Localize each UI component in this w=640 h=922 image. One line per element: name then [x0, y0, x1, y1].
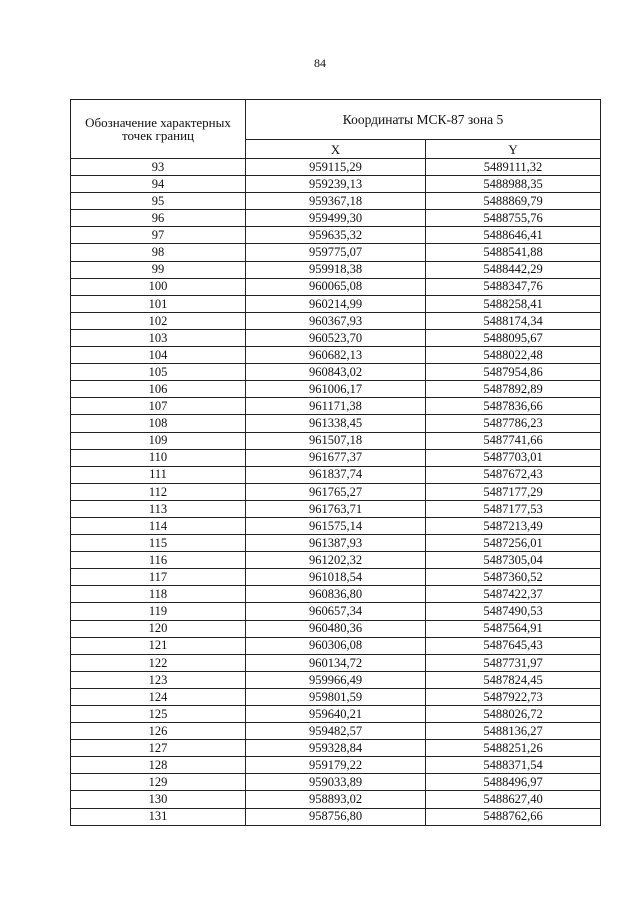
y-coordinate-cell: 5488095,67 [426, 329, 601, 346]
point-cell: 101 [71, 295, 246, 312]
table-row [71, 176, 601, 193]
table-row [71, 517, 601, 534]
table-row [71, 774, 601, 791]
coordinates-header: Координаты МСК-87 зона 5 [246, 100, 601, 140]
x-coordinate-cell: 960134,72 [246, 654, 426, 671]
y-coordinate-cell: 5487892,89 [426, 381, 601, 398]
point-cell: 93 [71, 159, 246, 176]
table-row [71, 210, 601, 227]
x-coordinate-cell: 959635,32 [246, 227, 426, 244]
point-cell: 111 [71, 466, 246, 483]
x-coordinate-cell: 960836,80 [246, 586, 426, 603]
table-row [71, 347, 601, 364]
x-coordinate-cell: 960682,13 [246, 347, 426, 364]
table-row [71, 535, 601, 552]
point-cell: 96 [71, 210, 246, 227]
table-row [71, 466, 601, 483]
point-cell: 95 [71, 193, 246, 210]
y-coordinate-cell: 5487490,53 [426, 603, 601, 620]
table-row [71, 688, 601, 705]
y-coordinate-cell: 5488755,76 [426, 210, 601, 227]
point-cell: 114 [71, 517, 246, 534]
x-coordinate-cell: 961575,14 [246, 517, 426, 534]
table-row [71, 381, 601, 398]
y-coordinate-cell: 5487564,91 [426, 620, 601, 637]
point-cell: 98 [71, 244, 246, 261]
table-row [71, 261, 601, 278]
table-row [71, 637, 601, 654]
table-row [71, 449, 601, 466]
x-coordinate-cell: 959328,84 [246, 740, 426, 757]
y-coordinate-cell: 5488988,35 [426, 176, 601, 193]
y-coordinate-cell: 5487213,49 [426, 517, 601, 534]
table-row [71, 723, 601, 740]
point-cell: 131 [71, 808, 246, 825]
x-coordinate-cell: 961765,27 [246, 483, 426, 500]
y-coordinate-cell: 5488646,41 [426, 227, 601, 244]
x-coordinate-cell: 960523,70 [246, 329, 426, 346]
y-coordinate-cell: 5488258,41 [426, 295, 601, 312]
table-row [71, 364, 601, 381]
table-row [71, 706, 601, 723]
table-row [71, 671, 601, 688]
table-row [71, 569, 601, 586]
x-coordinate-cell: 960065,08 [246, 278, 426, 295]
table-row [71, 295, 601, 312]
x-coordinate-cell: 961202,32 [246, 552, 426, 569]
point-cell: 99 [71, 261, 246, 278]
point-cell: 113 [71, 500, 246, 517]
point-cell: 118 [71, 586, 246, 603]
y-coordinate-cell: 5487177,53 [426, 500, 601, 517]
y-coordinate-cell: 5488541,88 [426, 244, 601, 261]
table-row [71, 227, 601, 244]
x-coordinate-cell: 961387,93 [246, 535, 426, 552]
x-coordinate-cell: 959918,38 [246, 261, 426, 278]
coordinates-table [70, 99, 601, 826]
point-cell: 100 [71, 278, 246, 295]
y-coordinate-cell: 5488026,72 [426, 706, 601, 723]
point-cell: 106 [71, 381, 246, 398]
x-coordinate-cell: 959640,21 [246, 706, 426, 723]
y-coordinate-cell: 5487824,45 [426, 671, 601, 688]
y-column-header: Y [426, 140, 601, 159]
x-coordinate-cell: 959033,89 [246, 774, 426, 791]
x-coordinate-cell: 961338,45 [246, 415, 426, 432]
y-coordinate-cell: 5488627,40 [426, 791, 601, 808]
point-cell: 103 [71, 329, 246, 346]
point-cell: 121 [71, 637, 246, 654]
point-cell: 102 [71, 312, 246, 329]
x-coordinate-cell: 959966,49 [246, 671, 426, 688]
y-coordinate-cell: 5487256,01 [426, 535, 601, 552]
point-cell: 110 [71, 449, 246, 466]
x-coordinate-cell: 961006,17 [246, 381, 426, 398]
point-cell: 123 [71, 671, 246, 688]
point-cell: 127 [71, 740, 246, 757]
x-coordinate-cell: 960657,34 [246, 603, 426, 620]
y-coordinate-cell: 5488496,97 [426, 774, 601, 791]
x-coordinate-cell: 959499,30 [246, 210, 426, 227]
point-cell: 129 [71, 774, 246, 791]
table-row [71, 432, 601, 449]
point-cell: 124 [71, 688, 246, 705]
x-coordinate-cell: 959239,13 [246, 176, 426, 193]
table-row [71, 415, 601, 432]
table-row [71, 552, 601, 569]
x-coordinate-cell: 959115,29 [246, 159, 426, 176]
table-row [71, 329, 601, 346]
x-coordinate-cell: 959367,18 [246, 193, 426, 210]
y-coordinate-cell: 5487360,52 [426, 569, 601, 586]
x-coordinate-cell: 961677,37 [246, 449, 426, 466]
x-coordinate-cell: 960843,02 [246, 364, 426, 381]
point-cell: 108 [71, 415, 246, 432]
x-coordinate-cell: 960214,99 [246, 295, 426, 312]
y-coordinate-cell: 5488136,27 [426, 723, 601, 740]
y-coordinate-cell: 5488762,66 [426, 808, 601, 825]
point-cell: 94 [71, 176, 246, 193]
y-coordinate-cell: 5487645,43 [426, 637, 601, 654]
y-coordinate-cell: 5487305,04 [426, 552, 601, 569]
y-coordinate-cell: 5488869,79 [426, 193, 601, 210]
y-coordinate-cell: 5488251,26 [426, 740, 601, 757]
y-coordinate-cell: 5487672,43 [426, 466, 601, 483]
point-cell: 119 [71, 603, 246, 620]
x-coordinate-cell: 959801,59 [246, 688, 426, 705]
table-row [71, 159, 601, 176]
table-row [71, 278, 601, 295]
y-coordinate-cell: 5487422,37 [426, 586, 601, 603]
point-cell: 112 [71, 483, 246, 500]
table-row [71, 244, 601, 261]
point-cell: 122 [71, 654, 246, 671]
x-coordinate-cell: 960367,93 [246, 312, 426, 329]
y-coordinate-cell: 5487741,66 [426, 432, 601, 449]
point-cell: 128 [71, 757, 246, 774]
x-column-header: X [246, 140, 426, 159]
y-coordinate-cell: 5487922,73 [426, 688, 601, 705]
point-cell: 115 [71, 535, 246, 552]
table-row [71, 500, 601, 517]
y-coordinate-cell: 5488022,48 [426, 347, 601, 364]
y-coordinate-cell: 5488371,54 [426, 757, 601, 774]
table-row [71, 740, 601, 757]
point-cell: 126 [71, 723, 246, 740]
table-row [71, 808, 601, 825]
x-coordinate-cell: 961507,18 [246, 432, 426, 449]
point-cell: 120 [71, 620, 246, 637]
table-row [71, 312, 601, 329]
table-row [71, 483, 601, 500]
y-coordinate-cell: 5487954,86 [426, 364, 601, 381]
page-number: 84 [314, 56, 326, 70]
y-coordinate-cell: 5489111,32 [426, 159, 601, 176]
y-coordinate-cell: 5487703,01 [426, 449, 601, 466]
x-coordinate-cell: 958756,80 [246, 808, 426, 825]
y-coordinate-cell: 5487786,23 [426, 415, 601, 432]
x-coordinate-cell: 960306,08 [246, 637, 426, 654]
y-coordinate-cell: 5487177,29 [426, 483, 601, 500]
point-cell: 105 [71, 364, 246, 381]
point-cell: 107 [71, 398, 246, 415]
point-cell: 109 [71, 432, 246, 449]
point-cell: 125 [71, 706, 246, 723]
table-row [71, 603, 601, 620]
table-body [71, 159, 601, 826]
x-coordinate-cell: 959775,07 [246, 244, 426, 261]
x-coordinate-cell: 960480,36 [246, 620, 426, 637]
y-coordinate-cell: 5488174,34 [426, 312, 601, 329]
y-coordinate-cell: 5488442,29 [426, 261, 601, 278]
x-coordinate-cell: 959482,57 [246, 723, 426, 740]
point-cell: 104 [71, 347, 246, 364]
table-row [71, 757, 601, 774]
table-row [71, 791, 601, 808]
table-row [71, 654, 601, 671]
table-row [71, 193, 601, 210]
y-coordinate-cell: 5487836,66 [426, 398, 601, 415]
x-coordinate-cell: 958893,02 [246, 791, 426, 808]
point-cell: 130 [71, 791, 246, 808]
table-row [71, 586, 601, 603]
table-row [71, 398, 601, 415]
x-coordinate-cell: 961171,38 [246, 398, 426, 415]
y-coordinate-cell: 5487731,97 [426, 654, 601, 671]
point-cell: 117 [71, 569, 246, 586]
y-coordinate-cell: 5488347,76 [426, 278, 601, 295]
point-cell: 97 [71, 227, 246, 244]
x-coordinate-cell: 961837,74 [246, 466, 426, 483]
point-name-header: Обозначение характерных точек границ [71, 100, 246, 159]
x-coordinate-cell: 961763,71 [246, 500, 426, 517]
point-cell: 116 [71, 552, 246, 569]
x-coordinate-cell: 961018,54 [246, 569, 426, 586]
x-coordinate-cell: 959179,22 [246, 757, 426, 774]
table-row [71, 620, 601, 637]
